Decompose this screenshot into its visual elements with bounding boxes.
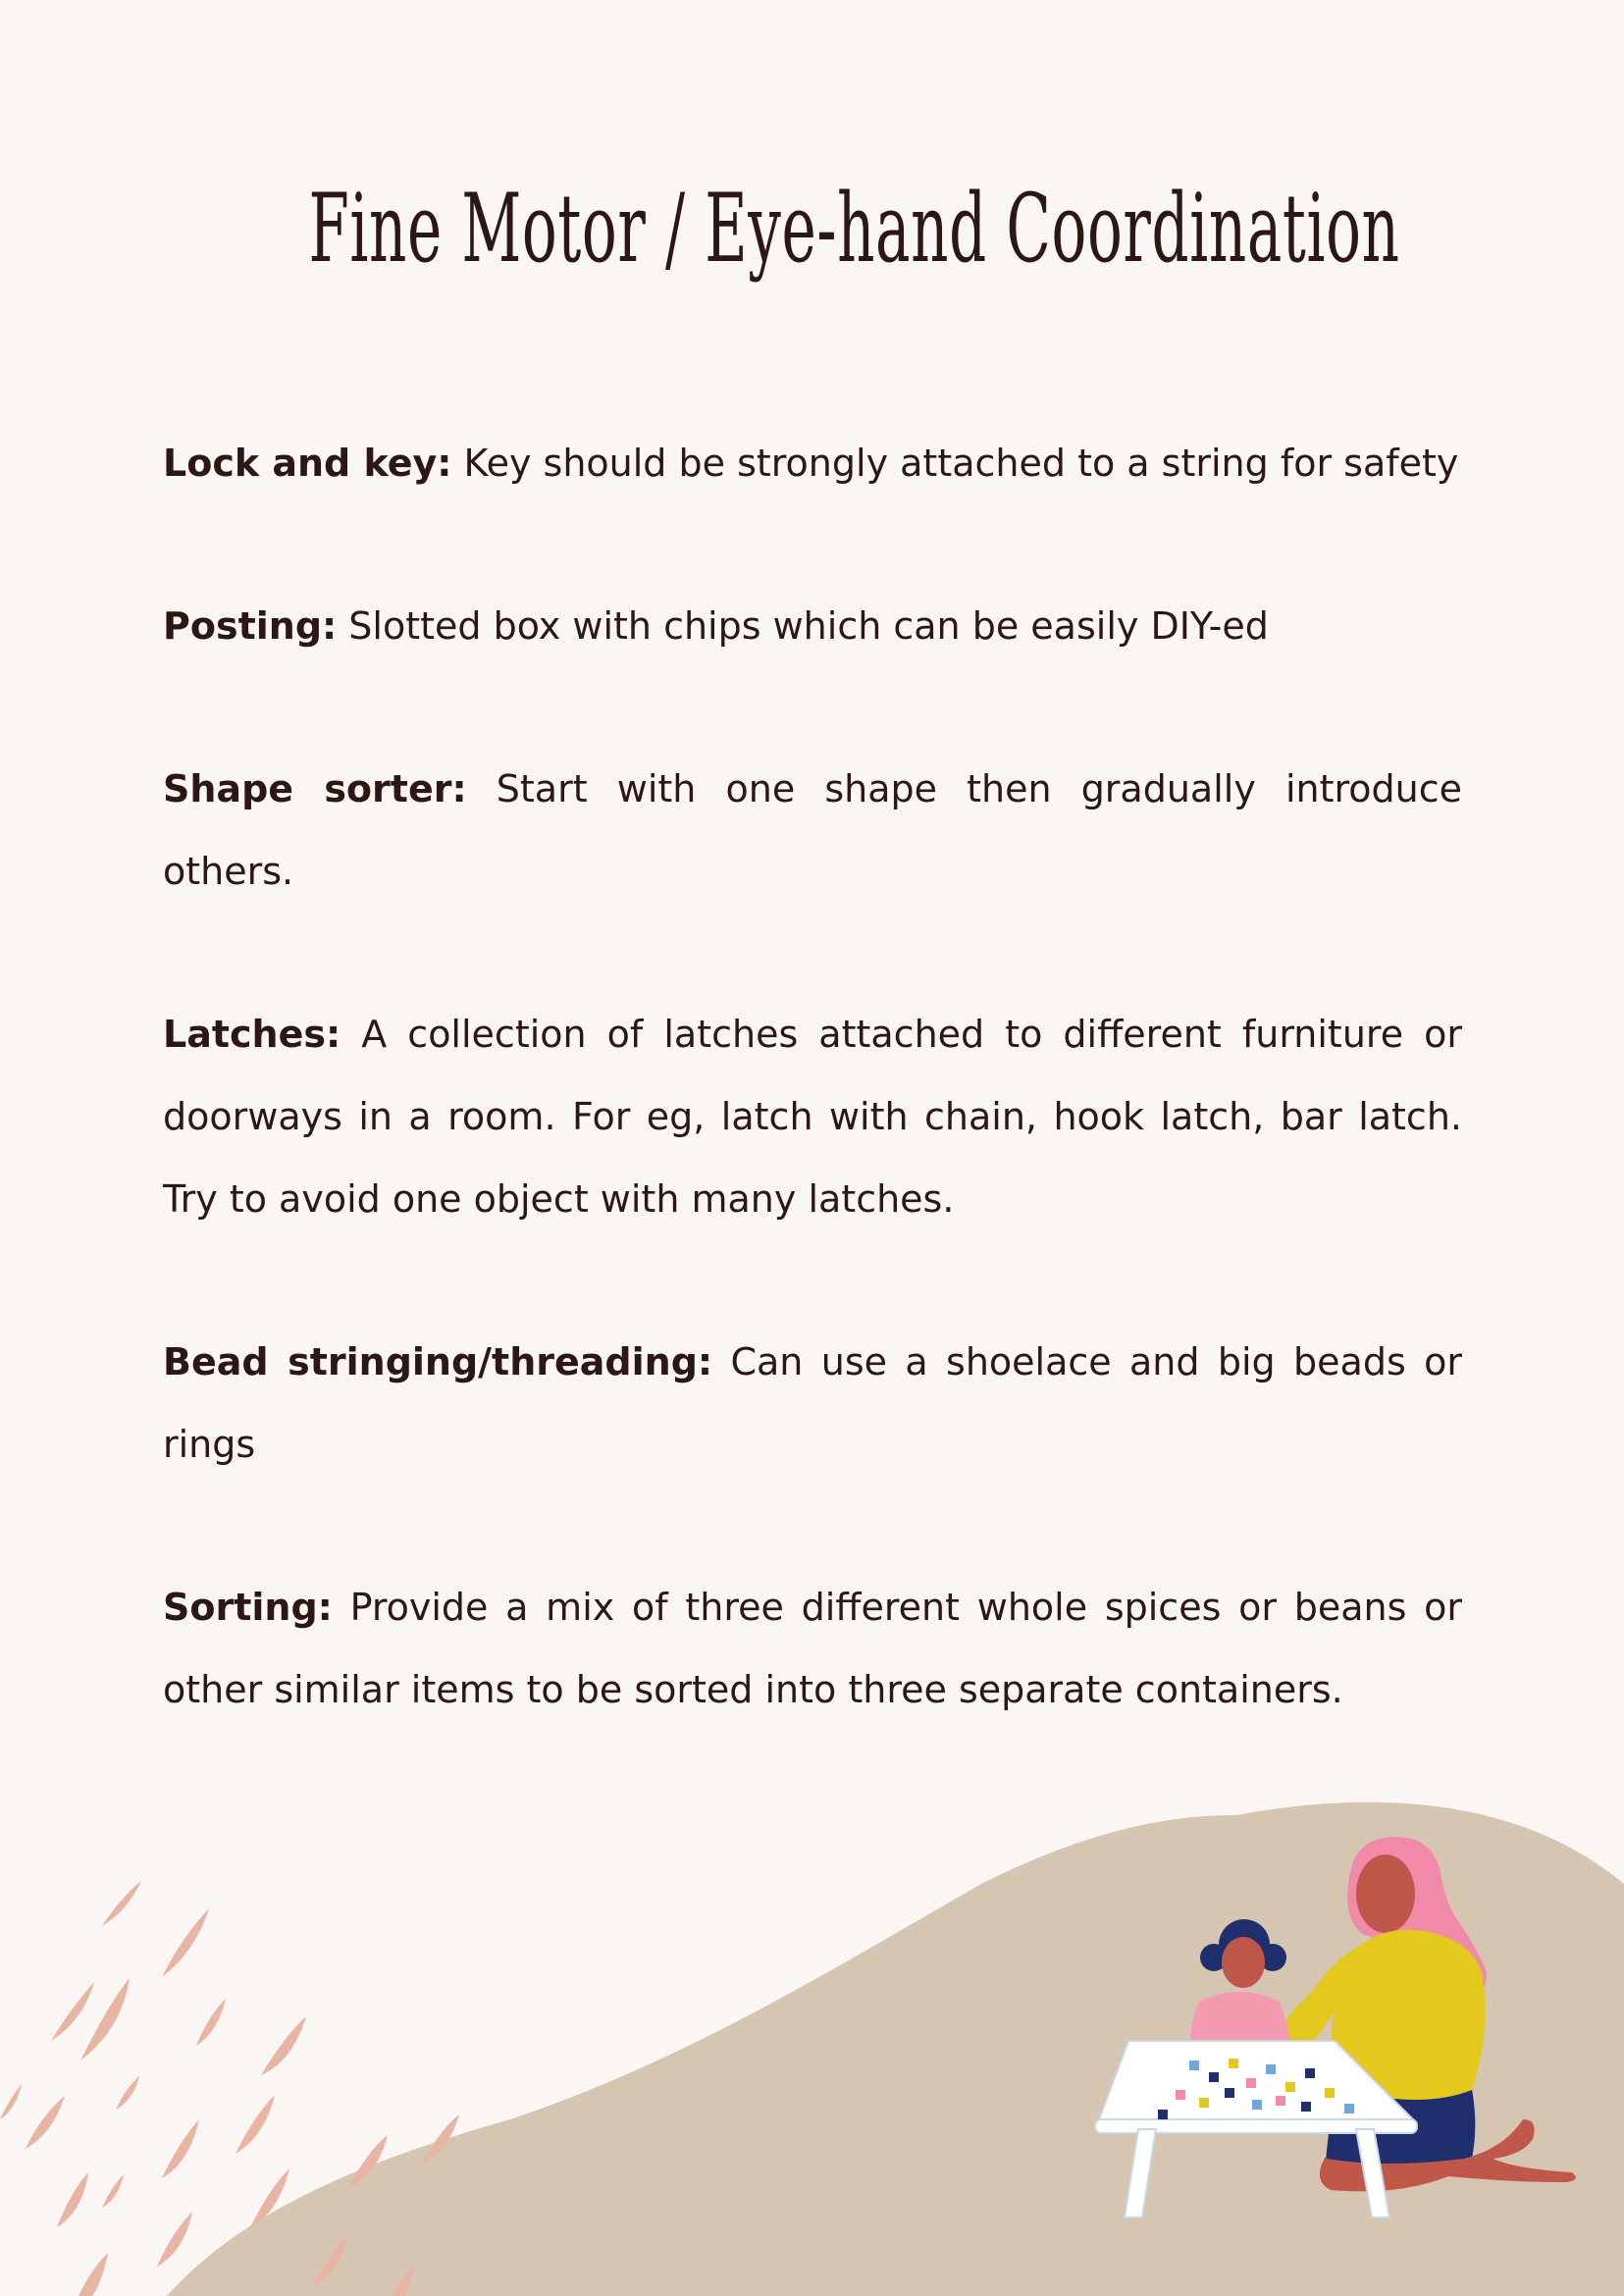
activity-term: Latches: [163, 1013, 341, 1056]
activity-term: Shape sorter: [163, 767, 467, 810]
activity-list [163, 422, 1462, 1811]
activity-description: A collection of latches attached to different furniture or doorways in a room. For eg, latch with chain, hook latch, bar latch. Try to avoid one object with many latches. [163, 1013, 1462, 1221]
activity-description: Key should be strongly attached to a string for safety [451, 442, 1459, 485]
activity-term: Sorting: [163, 1586, 333, 1629]
activity-description: Can use a shoelace and big beads or rings [163, 1340, 1462, 1466]
hill-shape [167, 1802, 1624, 2296]
activity-item-sorting [163, 1566, 1462, 1731]
activity-item-latches [163, 993, 1462, 1240]
activity-item-shape-sorter [163, 748, 1462, 913]
activity-item-posting [163, 585, 1462, 667]
activity-description: Provide a mix of three different whole spices or beans or other similar items to be sorted into three separate containers. [163, 1586, 1462, 1711]
activity-term: Bead stringing/threading: [163, 1340, 713, 1383]
activity-description: Slotted box with chips which can be easily DIY-ed [337, 604, 1269, 648]
woman-and-child-illustration [1095, 1837, 1576, 2218]
activity-term: Posting: [163, 604, 338, 648]
activity-description: Start with one shape then gradually introduce others. [163, 767, 1462, 893]
puzzle-pieces [1158, 2059, 1354, 2119]
page-title: Fine Motor / Eye-hand Coordination [308, 174, 1400, 284]
activity-term: Lock and key: [163, 442, 452, 485]
brush-strokes [0, 1881, 459, 2296]
activity-item-bead-stringing [163, 1321, 1462, 1486]
activity-item-lock-and-key [163, 422, 1462, 504]
